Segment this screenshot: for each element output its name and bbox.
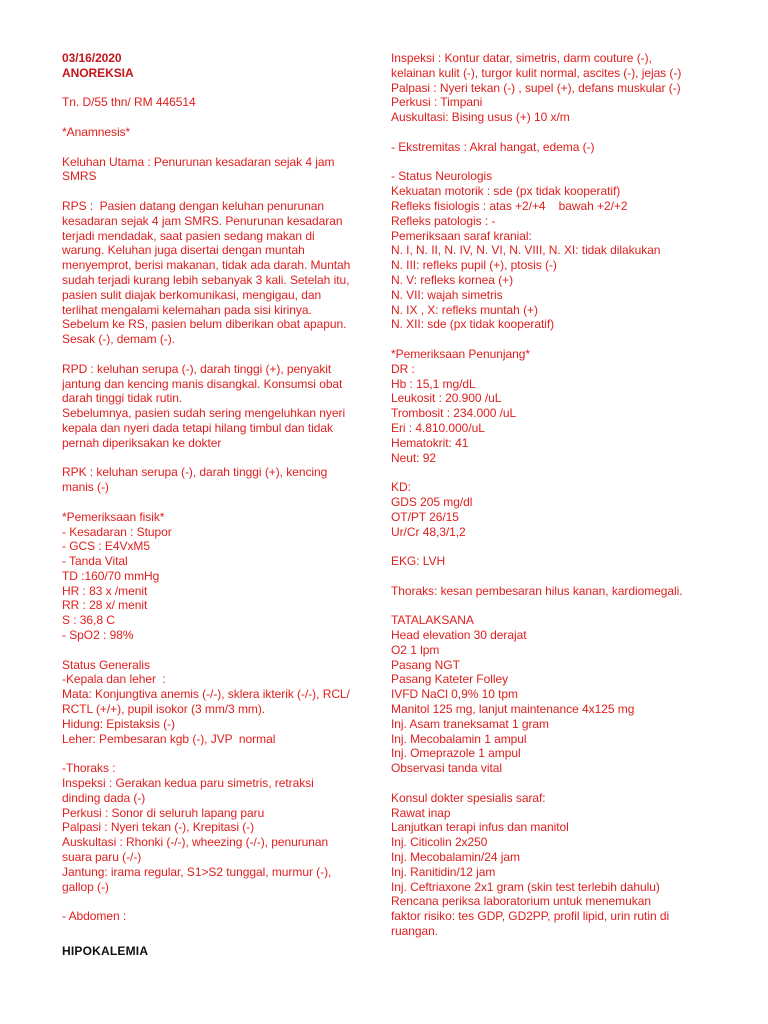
text-line: Head elevation 30 derajat xyxy=(391,628,527,643)
text-line: Inj. Citicolin 2x250 xyxy=(391,835,488,850)
text-line: TD :160/70 mmHg xyxy=(62,568,160,583)
text-line: RR : 28 x/ menit xyxy=(62,598,148,613)
right-column-text xyxy=(391,51,721,939)
text-line: Inj. Asam traneksamat 1 gram xyxy=(391,716,549,731)
text-line: Inj. Ranitidin/12 jam xyxy=(391,864,496,879)
text-line: N. VII: wajah simetris xyxy=(391,287,503,302)
text-line xyxy=(62,81,374,96)
text-line: Eri : 4.810.000/uL xyxy=(391,420,485,435)
text-line: N. IX , X: refleks muntah (+) xyxy=(391,302,538,317)
text-line: RCTL (+/+), pupil isokor (3 mm/3 mm). xyxy=(62,702,266,717)
left-column xyxy=(62,51,374,924)
text-line xyxy=(62,184,374,199)
text-line: Neut: 92 xyxy=(391,450,436,465)
right-column xyxy=(391,51,721,939)
text-line: N. XII: sde (px tidak kooperatif) xyxy=(391,317,555,332)
footer-heading: HIPOKALEMIA xyxy=(62,944,149,958)
text-line: Konsul dokter spesialis saraf: xyxy=(391,790,546,805)
text-line: Inj. Omeprazole 1 ampul xyxy=(391,746,521,761)
text-line xyxy=(391,539,721,554)
text-line: RPS : Pasien datang dengan keluhan penurunan xyxy=(62,198,324,213)
text-line: warung. Keluhan juga disertai dengan muntah xyxy=(62,243,305,258)
text-line xyxy=(391,465,721,480)
text-line: Status Generalis xyxy=(62,657,150,672)
text-line xyxy=(62,746,374,761)
text-line: terlihat mengalami kelemahan pada sisi kirinya. xyxy=(62,302,312,317)
left-column-text xyxy=(62,81,374,924)
text-line: kepala dan nyeri dada tetapi hilang timbul dan tidak xyxy=(62,420,333,435)
text-line: pasien sulit diajak berkomunikasi, mengigau, dan xyxy=(62,287,322,302)
text-line: Refleks fisiologis : atas +2/+4 bawah +2/+2 xyxy=(391,198,628,213)
text-line: RPK : keluhan serupa (-), darah tinggi (+), kencing xyxy=(62,465,328,480)
text-line xyxy=(391,125,721,140)
text-line: jantung dan kencing manis disangkal. Konsumsi obat xyxy=(62,376,343,391)
text-line: Hb : 15,1 mg/dL xyxy=(391,376,476,391)
text-line xyxy=(62,643,374,658)
text-line: Pemeriksaan saraf kranial: xyxy=(391,228,532,243)
text-line: -Kepala dan leher : xyxy=(62,672,166,687)
text-line: Inspeksi : Gerakan kedua paru simetris, retraksi xyxy=(62,776,314,791)
text-line: Palpasi : Nyeri tekan (-) , supel (+), defans muskular (-) xyxy=(391,80,681,95)
text-line: RPD : keluhan serupa (-), darah tinggi (+), penyakit xyxy=(62,361,332,376)
text-line: Kekuatan motorik : sde (px tidak kooperatif) xyxy=(391,184,621,199)
text-line: EKG: LVH xyxy=(391,554,446,569)
text-line: Leher: Pembesaran kgb (-), JVP normal xyxy=(62,731,276,746)
text-line: Thoraks: kesan pembesaran hilus kanan, kardiomegali. xyxy=(391,583,683,598)
text-line: Pasang NGT xyxy=(391,657,460,672)
text-line xyxy=(62,140,374,155)
document-title: ANOREKSIA xyxy=(62,65,134,80)
text-line: Refleks patologis : - xyxy=(391,213,496,228)
text-line xyxy=(391,569,721,584)
text-line xyxy=(391,332,721,347)
text-line: HR : 83 x /menit xyxy=(62,583,148,598)
text-line: faktor risiko: tes GDP, GD2PP, profil lipid, urin rutin di xyxy=(391,909,670,924)
text-line: N. V: refleks kornea (+) xyxy=(391,272,514,287)
text-line: *Pemeriksaan Penunjang* xyxy=(391,346,530,361)
text-line: terjadi mendadak, saat pasien sedang makan di xyxy=(62,228,315,243)
text-line: - GCS : E4VxM5 xyxy=(62,539,150,554)
text-line: Keluhan Utama : Penurunan kesadaran sejak 4 jam xyxy=(62,154,335,169)
text-line: - Tanda Vital xyxy=(62,554,128,569)
text-line: Leukosit : 20.900 /uL xyxy=(391,391,502,406)
text-line xyxy=(391,155,721,170)
text-line: Jantung: irama regular, S1>S2 tunggal, murmur (-), xyxy=(62,864,332,879)
text-line: Mata: Konjungtiva anemis (-/-), sklera ikterik (-/-), RCL/ xyxy=(62,687,350,702)
text-line: Auskultasi : Rhonki (-/-), wheezing (-/-), penurunan xyxy=(62,835,329,850)
text-line: OT/PT 26/15 xyxy=(391,509,459,524)
text-line: gallop (-) xyxy=(62,879,109,894)
text-line: Hidung: Epistaksis (-) xyxy=(62,716,175,731)
text-line: Perkusi : Timpani xyxy=(391,95,483,110)
text-line: manis (-) xyxy=(62,480,109,495)
text-line: sudah terjadi kurang lebih sebanyak 3 kali. Setelah itu, xyxy=(62,272,350,287)
text-line: - Status Neurologis xyxy=(391,169,493,184)
text-line: Sebelum ke RS, pasien belum diberikan obat apapun. xyxy=(62,317,347,332)
text-line: Sebelumnya, pasien sudah sering mengeluhkan nyeri xyxy=(62,406,346,421)
text-line xyxy=(62,894,374,909)
text-line: kesadaran sejak 4 jam SMRS. Penurunan kesadaran xyxy=(62,213,343,228)
text-line: Inspeksi : Kontur datar, simetris, darm couture (-), xyxy=(391,51,652,65)
text-line: Inj. Mecobalamin/24 jam xyxy=(391,850,520,865)
text-line: pernah diperiksakan ke dokter xyxy=(62,435,222,450)
text-line: Trombosit : 234.000 /uL xyxy=(391,406,517,421)
text-line: *Pemeriksaan fisik* xyxy=(62,509,165,524)
text-line: menyemprot, berisi makanan, tidak ada darah. Muntah xyxy=(62,258,351,273)
text-line: IVFD NaCl 0,9% 10 tpm xyxy=(391,687,518,702)
text-line: Ur/Cr 48,3/1,2 xyxy=(391,524,466,539)
text-line: Inj. Mecobalamin 1 ampul xyxy=(391,731,527,746)
text-line: Rawat inap xyxy=(391,805,451,820)
text-line: Auskultasi: Bising usus (+) 10 x/m xyxy=(391,110,570,125)
text-line: GDS 205 mg/dl xyxy=(391,494,473,509)
text-line: - Ekstremitas : Akral hangat, edema (-) xyxy=(391,139,595,154)
text-line: kelainan kulit (-), turgor kulit normal, ascites (-), jejas (-) xyxy=(391,65,682,80)
text-line: Rencana periksa laboratorium untuk menemukan xyxy=(391,894,651,909)
text-line: *Anamnesis* xyxy=(62,124,131,139)
text-line xyxy=(62,451,374,466)
text-line: - Abdomen : xyxy=(62,909,127,924)
text-line: DR : xyxy=(391,361,415,376)
text-line: - Kesadaran : Stupor xyxy=(62,524,172,539)
text-line: N. III: refleks pupil (+), ptosis (-) xyxy=(391,258,557,273)
text-line: O2 1 lpm xyxy=(391,642,440,657)
text-line: Observasi tanda vital xyxy=(391,761,503,776)
text-line: SMRS xyxy=(62,169,97,184)
text-line: suara paru (-/-) xyxy=(62,850,142,865)
text-line: Perkusi : Sonor di seluruh lapang paru xyxy=(62,805,265,820)
text-line: N. I, N. II, N. IV, N. VI, N. VIII, N. XI: tidak dilakukan xyxy=(391,243,661,258)
text-line: Pasang Kateter Folley xyxy=(391,672,509,687)
text-line: KD: xyxy=(391,480,411,495)
text-line: Tn. D/55 thn/ RM 446514 xyxy=(62,95,196,110)
text-line: -Thoraks : xyxy=(62,761,116,776)
text-line xyxy=(391,598,721,613)
text-line: Manitol 125 mg, lanjut maintenance 4x125 mg xyxy=(391,702,635,717)
text-line xyxy=(62,110,374,125)
text-line: TATALAKSANA xyxy=(391,613,474,628)
text-line: Hematokrit: 41 xyxy=(391,435,469,450)
text-line: Inj. Ceftriaxone 2x1 gram (skin test terlebih dahulu) xyxy=(391,879,660,894)
text-line: dinding dada (-) xyxy=(62,790,146,805)
text-line: S : 36,8 C xyxy=(62,613,115,628)
text-line: - SpO2 : 98% xyxy=(62,628,134,643)
text-line: Lanjutkan terapi infus dan manitol xyxy=(391,820,569,835)
text-line: ruangan. xyxy=(391,924,438,939)
text-line: darah tinggi tidak rutin. xyxy=(62,391,183,406)
document-date: 03/16/2020 xyxy=(62,51,122,65)
text-line xyxy=(62,495,374,510)
text-line: Palpasi : Nyeri tekan (-), Krepitasi (-) xyxy=(62,820,255,835)
text-line xyxy=(391,776,721,791)
text-line xyxy=(62,347,374,362)
text-line: Sesak (-), demam (-). xyxy=(62,332,175,347)
